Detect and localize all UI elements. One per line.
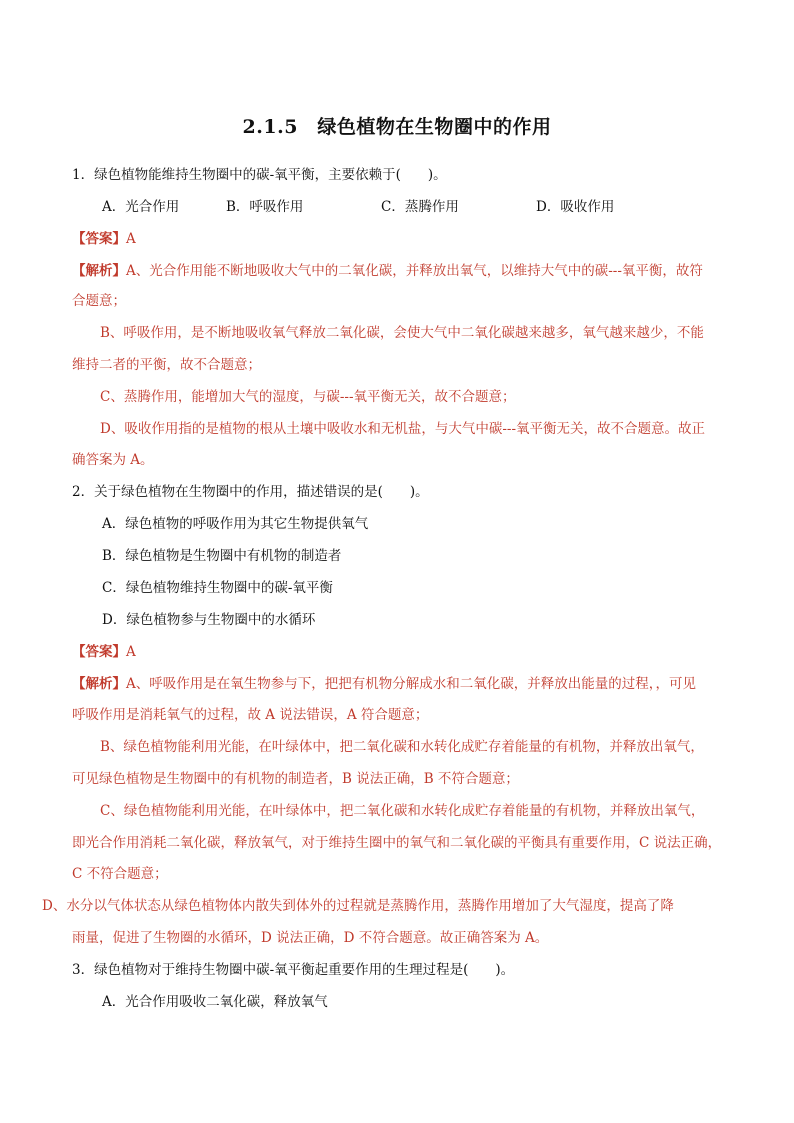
q2-analysis-line-6: 即光合作用消耗二氧化碳，释放氧气，对于维持生圈中的氧气和二氧化碳的平衡具有重要作用，C 说法正确， xyxy=(72,835,722,851)
q2-answer xyxy=(72,641,732,663)
q1-analysis-line-4: 维持二者的平衡，故不合题意； xyxy=(72,357,261,373)
q1-option-b: B．呼吸作用 xyxy=(226,199,304,215)
q2-option-c: C．绿色植物维持生物圈中的碳-氧平衡 xyxy=(102,580,333,596)
q2-analysis-line-4: 可见绿色植物是生物圈中的有机物的制造者，B 说法正确，B 不符合题意； xyxy=(72,771,519,787)
q1-analysis-label: 【解析】 xyxy=(72,263,126,279)
q2-analysis-line-8: D、水分以气体状态从绿色植物体内散失到体外的过程就是蒸腾作用，蒸腾作用增加了大气湿度，提高了降 xyxy=(42,898,674,914)
question-3-stem: 3．绿色植物对于维持生物圈中碳-氧平衡起重要作用的生理过程是( )。 xyxy=(72,962,515,978)
q1-answer-value: A xyxy=(126,231,136,247)
q2-analysis-text-1: A、呼吸作用是在氧生物参与下，把把有机物分解成水和二氧化碳，并释放出能量的过程，，可见 xyxy=(126,676,696,692)
q2-option-d: D．绿色植物参与生物圈中的水循环 xyxy=(102,612,316,628)
q1-analysis-line-7: 确答案为 A。 xyxy=(72,452,154,468)
q2-option-a: A．绿色植物的呼吸作用为其它生物提供氧气 xyxy=(102,516,369,532)
q2-answer-label: 【答案】 xyxy=(72,644,126,660)
q1-analysis-line-3: B、呼吸作用，是不断地吸收氧气释放二氧化碳，会使大气中二氧化碳越来越多，氧气越来越少，不能 xyxy=(100,325,704,341)
q1-analysis-line-6: D、吸收作用指的是植物的根从土壤中吸收水和无机盐，与大气中碳---氧平衡无关，故不合题意。故正 xyxy=(100,421,706,437)
q1-analysis-line-2: 合题意； xyxy=(72,293,126,309)
q2-analysis-line-3: B、绿色植物能利用光能，在叶绿体中，把二氧化碳和水转化成贮存着能量的有机物，并释放出氧气， xyxy=(100,739,704,755)
q1-option-d: D．吸收作用 xyxy=(536,199,615,215)
q2-answer-value: A xyxy=(126,644,136,660)
q2-analysis-line-7: C 不符合题意； xyxy=(72,866,168,882)
question-1-stem: 1．绿色植物能维持生物圈中的碳-氧平衡，主要依赖于( )。 xyxy=(72,167,447,183)
q1-option-a: A．光合作用 xyxy=(102,199,180,215)
q2-analysis-line-5: C、绿色植物能利用光能，在叶绿体中，把二氧化碳和水转化成贮存着能量的有机物，并释放出氧气， xyxy=(100,803,705,819)
q1-answer-label: 【答案】 xyxy=(72,231,126,247)
question-2-stem: 2．关于绿色植物在生物圈中的作用，描述错误的是( )。 xyxy=(72,484,429,500)
q2-option-b: B．绿色植物是生物圈中有机物的制造者 xyxy=(102,548,342,564)
q2-analysis-line-9: 雨量，促进了生物圈的水循环，D 说法正确，D 不符合题意。故正确答案为 A。 xyxy=(72,930,549,946)
q2-analysis-label: 【解析】 xyxy=(72,676,126,692)
q1-analysis-line-5: C、蒸腾作用，能增加大气的湿度，与碳---氧平衡无关，故不合题意； xyxy=(100,389,516,405)
q1-option-c: C．蒸腾作用 xyxy=(381,199,459,215)
q1-analysis-text-1: A、光合作用能不断地吸收大气中的二氧化碳，并释放出氧气，以维持大气中的碳---氧平衡，故符 xyxy=(126,263,703,279)
q2-analysis-line-1 xyxy=(72,673,732,695)
q3-option-a: A．光合作用吸收二氧化碳，释放氧气 xyxy=(102,994,328,1010)
q1-answer xyxy=(72,228,732,250)
q2-analysis-line-2: 呼吸作用是消耗氧气的过程，故 A 说法错误，A 符合题意； xyxy=(72,707,429,723)
q1-analysis-line-1 xyxy=(72,260,732,282)
page-title: 2.1.5 绿色植物在生物圈中的作用 xyxy=(242,116,552,138)
